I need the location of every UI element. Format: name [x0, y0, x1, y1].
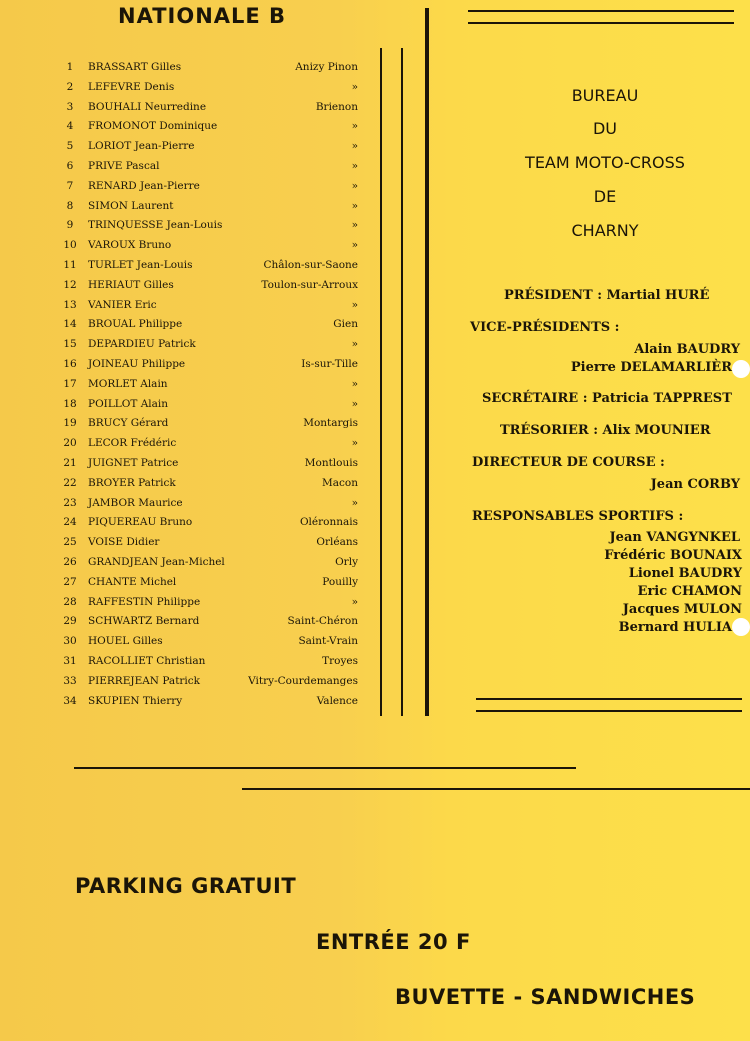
- vertical-rule: [380, 48, 382, 716]
- page-title: NATIONALE B: [118, 4, 287, 28]
- list-item: [60, 494, 360, 514]
- vertical-divider-thick: [425, 8, 429, 716]
- riders-list: [60, 58, 360, 711]
- rider-city: Macon: [322, 476, 358, 489]
- rider-city: »: [351, 120, 358, 133]
- rider-name: TRINQUESSE Jean-Louis: [88, 219, 223, 232]
- rider-city: »: [351, 219, 358, 232]
- rider-number: 2: [66, 80, 74, 93]
- list-item: [60, 375, 360, 395]
- rider-number: 11: [63, 258, 77, 271]
- rider-name: VANIER Eric: [88, 298, 157, 311]
- rider-number: 25: [63, 536, 77, 549]
- rider-number: 9: [66, 219, 74, 232]
- vice-president-name: Alain BAUDRY: [634, 342, 740, 357]
- rider-number: 24: [63, 516, 77, 529]
- buvette-text: BUVETTE - SANDWICHES: [395, 985, 696, 1009]
- list-item: [60, 157, 360, 177]
- rider-name: JOINEAU Philippe: [88, 357, 186, 370]
- rider-name: LORIOT Jean-Pierre: [88, 140, 195, 153]
- rider-name: BROYER Patrick: [88, 476, 176, 489]
- list-item: [60, 652, 360, 672]
- rider-name: SKUPIEN Thierry: [88, 694, 183, 707]
- list-item: [60, 58, 360, 78]
- vice-presidents-label: VICE-PRÉSIDENTS :: [470, 320, 620, 335]
- rider-number: 19: [63, 417, 77, 430]
- secretaire-line: SECRÉTAIRE : Patricia TAPPREST: [482, 391, 732, 406]
- list-item: [60, 98, 360, 118]
- list-item: [60, 513, 360, 533]
- rider-number: 30: [63, 635, 77, 648]
- rider-number: 5: [66, 140, 74, 153]
- horizontal-rule: [476, 698, 742, 700]
- rider-name: MORLET Alain: [88, 377, 168, 390]
- rider-city: Saint-Chéron: [287, 615, 358, 628]
- list-item: [60, 355, 360, 375]
- rider-city: Brienon: [315, 100, 358, 113]
- rider-name: SIMON Laurent: [88, 199, 174, 212]
- list-item: [60, 78, 360, 98]
- list-item: [60, 593, 360, 613]
- rider-city: »: [351, 140, 358, 153]
- rider-number: 28: [63, 595, 77, 608]
- rider-number: 22: [63, 476, 77, 489]
- rider-number: 31: [63, 654, 77, 667]
- horizontal-rule: [468, 22, 734, 24]
- directeur-name: Jean CORBY: [650, 477, 740, 492]
- rider-name: LEFEVRE Denis: [88, 80, 175, 93]
- rider-city: Vitry-Courdemanges: [248, 674, 358, 687]
- responsable-name: Bernard HULIA: [618, 620, 732, 635]
- rider-city: Valence: [316, 694, 358, 707]
- rider-name: HOUEL Gilles: [88, 635, 163, 648]
- rider-number: 7: [66, 179, 74, 192]
- rider-city: Oléronnais: [299, 516, 358, 529]
- rider-city: »: [351, 239, 358, 252]
- rider-name: LECOR Frédéric: [88, 437, 177, 450]
- rider-name: GRANDJEAN Jean-Michel: [88, 555, 225, 568]
- rider-name: PIQUEREAU Bruno: [88, 516, 193, 529]
- rider-city: »: [351, 159, 358, 172]
- rider-name: RACOLLIET Christian: [88, 654, 206, 667]
- rider-number: 20: [63, 437, 77, 450]
- list-item: [60, 434, 360, 454]
- rider-city: »: [351, 437, 358, 450]
- rider-city: »: [351, 199, 358, 212]
- rider-city: Orly: [335, 555, 358, 568]
- horizontal-rule: [242, 788, 750, 790]
- rider-name: BROUAL Philippe: [88, 318, 183, 331]
- rider-city: »: [351, 80, 358, 93]
- rider-city: »: [351, 496, 358, 509]
- list-item: [60, 692, 360, 712]
- rider-city: »: [351, 397, 358, 410]
- rider-number: 16: [63, 357, 77, 370]
- responsable-name: Jean VANGYNKEL: [609, 530, 740, 545]
- list-item: [60, 612, 360, 632]
- rider-city: Is-sur-Tille: [301, 357, 358, 370]
- bureau-heading-line: CHARNY: [571, 221, 639, 240]
- rider-number: 29: [63, 615, 77, 628]
- list-item: [60, 256, 360, 276]
- list-item: [60, 236, 360, 256]
- rider-number: 17: [63, 377, 77, 390]
- list-item: [60, 296, 360, 316]
- vertical-rule: [401, 48, 403, 716]
- rider-number: 34: [63, 694, 77, 707]
- rider-name: JUIGNET Patrice: [88, 456, 179, 469]
- rider-city: Châlon-sur-Saone: [263, 258, 358, 271]
- tresorier-line: TRÉSORIER : Alix MOUNIER: [500, 423, 711, 438]
- list-item: [60, 335, 360, 355]
- list-item: [60, 454, 360, 474]
- responsable-name: Eric CHAMON: [637, 584, 742, 599]
- rider-name: JAMBOR Maurice: [88, 496, 183, 509]
- rider-city: »: [351, 595, 358, 608]
- rider-number: 4: [66, 120, 74, 133]
- rider-number: 27: [63, 575, 77, 588]
- list-item: [60, 474, 360, 494]
- list-item: [60, 553, 360, 573]
- rider-name: PIERREJEAN Patrick: [88, 674, 201, 687]
- punch-hole: [732, 618, 750, 636]
- list-item: [60, 177, 360, 197]
- vice-president-name: Pierre DELAMARLIÈR: [570, 360, 732, 375]
- bureau-heading-line: TEAM MOTO-CROSS: [525, 153, 685, 172]
- rider-city: Gien: [333, 318, 358, 331]
- responsable-name: Jacques MULON: [622, 602, 742, 617]
- rider-name: POILLOT Alain: [88, 397, 169, 410]
- rider-number: 3: [66, 100, 74, 113]
- responsables-label: RESPONSABLES SPORTIFS :: [472, 509, 684, 524]
- president-line: PRÉSIDENT : Martial HURÉ: [504, 288, 710, 303]
- rider-number: 1: [66, 61, 74, 73]
- rider-name: RENARD Jean-Pierre: [88, 179, 200, 192]
- rider-city: Montlouis: [304, 456, 358, 469]
- rider-name: PRIVE Pascal: [88, 159, 160, 172]
- rider-name: CHANTE Michel: [88, 575, 177, 588]
- directeur-label: DIRECTEUR DE COURSE :: [472, 455, 665, 470]
- rider-number: 12: [63, 278, 77, 291]
- rider-name: VAROUX Bruno: [88, 239, 172, 252]
- rider-city: »: [351, 338, 358, 351]
- rider-name: RAFFESTIN Philippe: [88, 595, 201, 608]
- rider-name: BOUHALI Neurredine: [88, 100, 207, 113]
- horizontal-rule: [476, 710, 742, 712]
- rider-number: 26: [63, 555, 77, 568]
- list-item: [60, 315, 360, 335]
- rider-name: BRUCY Gérard: [88, 417, 169, 430]
- list-item: [60, 137, 360, 157]
- bureau-heading-line: DE: [593, 187, 617, 206]
- rider-city: »: [351, 179, 358, 192]
- list-item: [60, 632, 360, 652]
- rider-city: Saint-Vrain: [298, 635, 358, 648]
- list-item: [60, 216, 360, 236]
- rider-city: »: [351, 298, 358, 311]
- rider-city: Troyes: [322, 654, 358, 667]
- list-item: [60, 414, 360, 434]
- rider-number: 10: [63, 239, 77, 252]
- bureau-heading-line: DU: [592, 119, 618, 138]
- horizontal-rule: [468, 10, 734, 12]
- list-item: [60, 573, 360, 593]
- rider-number: 13: [63, 298, 77, 311]
- rider-name: DEPARDIEU Patrick: [88, 338, 196, 351]
- parking-text: PARKING GRATUIT: [75, 874, 297, 898]
- list-item: [60, 117, 360, 137]
- rider-city: Orléans: [316, 536, 358, 549]
- rider-number: 8: [66, 199, 74, 212]
- list-item: [60, 197, 360, 217]
- punch-hole: [732, 360, 750, 378]
- horizontal-rule: [74, 767, 576, 769]
- rider-number: 15: [63, 338, 77, 351]
- rider-name: VOISE Didier: [88, 536, 160, 549]
- rider-number: 14: [63, 318, 77, 331]
- list-item: [60, 672, 360, 692]
- rider-name: FROMONOT Dominique: [88, 120, 218, 133]
- rider-city: »: [351, 377, 358, 390]
- responsable-name: Lionel BAUDRY: [628, 566, 742, 581]
- rider-number: 18: [63, 397, 77, 410]
- responsable-name: Frédéric BOUNAIX: [604, 548, 742, 563]
- rider-name: SCHWARTZ Bernard: [88, 615, 200, 628]
- list-item: [60, 395, 360, 415]
- rider-number: 23: [63, 496, 77, 509]
- rider-city: Toulon-sur-Arroux: [261, 278, 358, 291]
- rider-city: Pouilly: [322, 575, 358, 588]
- rider-city: Montargis: [303, 417, 358, 430]
- list-item: [60, 533, 360, 553]
- rider-number: 33: [63, 674, 77, 687]
- rider-city: Anizy Pinon: [295, 61, 358, 73]
- rider-name: HERIAUT Gilles: [88, 278, 174, 291]
- rider-name: BRASSART Gilles: [88, 61, 182, 73]
- bureau-heading-line: BUREAU: [571, 86, 639, 105]
- rider-name: TURLET Jean-Louis: [88, 258, 193, 271]
- entree-text: ENTRÉE 20 F: [316, 930, 471, 954]
- rider-number: 6: [66, 159, 74, 172]
- rider-number: 21: [63, 456, 77, 469]
- list-item: [60, 276, 360, 296]
